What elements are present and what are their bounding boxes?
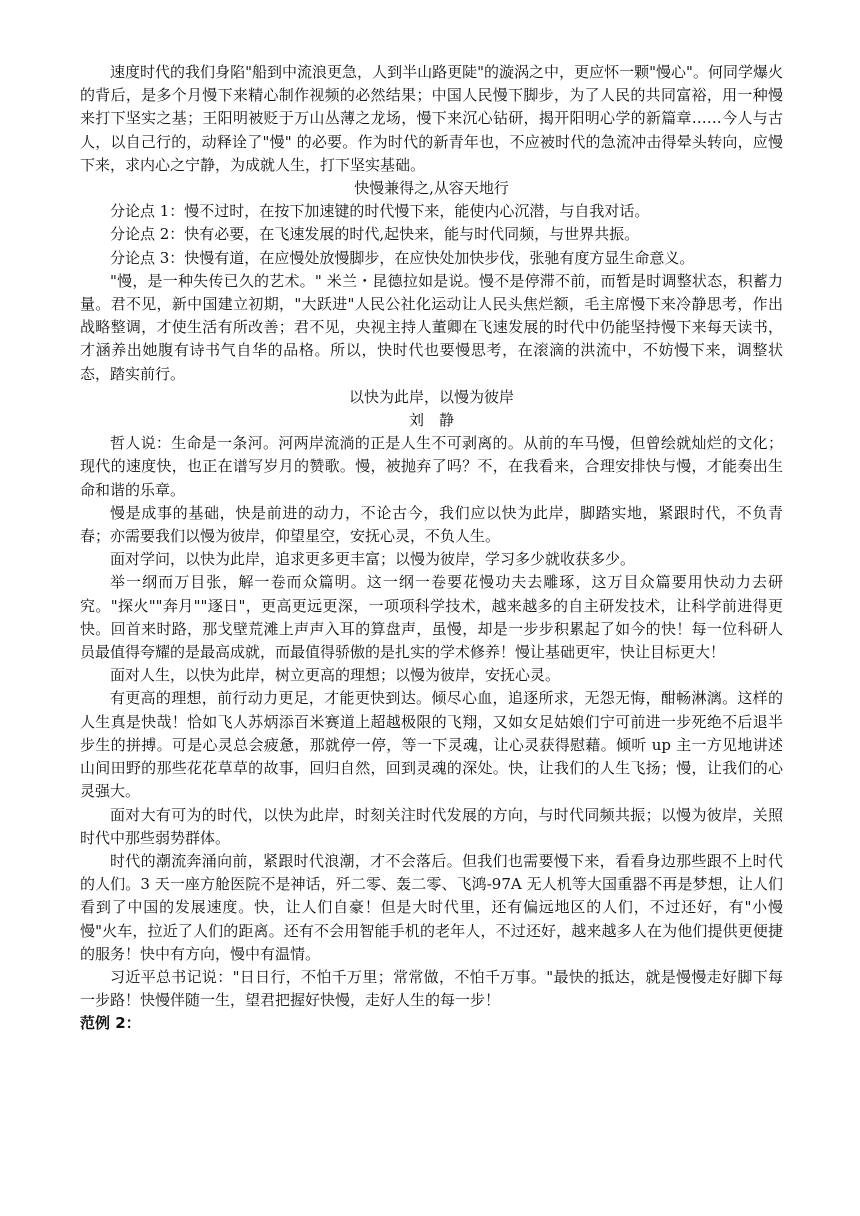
essay2-title: 以快为此岸，以慢为彼岸 [348, 387, 514, 406]
essay1-body: "慢，是一种失传已久的艺术。" 米兰・昆德拉如是说。慢不是停滞不前，而暂是时调整状态，积蓄力量。君不见，新中国建立初期，"大跃进"人民公社化运动让人民头焦烂额，毛主席慢下来冷静思考，作出战略整调，才使生活有所改善；君不见，央视主持人董卿在飞速发展的时代中仍能坚持慢下来每天读书，才涵养出她腹有诗书气自华的品格。所以，快时代也要慢思考，在滚滴的洪流中，不妨慢下来，调整状态，踏实前行。 [80, 271, 783, 383]
essay1-point-2: 分论点 2：快有必要，在飞速发展的时代,起快来，能与时代同频，与世界共振。 [110, 225, 640, 244]
example-label: 范例 2： [80, 1014, 141, 1033]
essay2-paragraph-5: 面对人生，以快为此岸，树立更高的理想；以慢为彼岸，安抚心灵。 [110, 666, 561, 685]
essay2-paragraph-9: 习近平总书记说："日日行，不怕千万里；常常做，不怕千万事。"最快的抵达，就是慢慢走好脚下每一步路！快慢伴随一生，望君把握好快慢，走好人生的每一步！ [80, 967, 783, 1010]
essay1-point-3: 分论点 3：快慢有道，在应慢处放慢脚步，在应快处加快步伐，张驰有度方显生命意义。 [110, 248, 695, 267]
essay2-author: 刘静 [408, 411, 469, 430]
essay2-paragraph-1: 哲人说：生命是一条河。河两岸流淌的正是人生不可剥离的。从前的车马慢，但曾绘就灿烂的文化；现代的速度快，也正在谱写岁月的赞歌。慢，被抛弃了吗？不，在我看来，合理安排快与慢，才能奏出生命和谐的乐章。 [80, 434, 783, 499]
essay2-paragraph-4: 举一纲而万目张，解一卷而众篇明。这一纲一卷要花慢功夫去雕琢，这万目众篇要用快动力去研究。"探火""奔月""逐日"，更高更远更深，一项项科学技术，越来越多的自主研发技术，让科学前进得更快。回首来时路，那戈壁荒滩上声声入耳的算盘声，虽慢，却是一步步积累起了如今的快！每一位科研人员最值得夸耀的是最高成就，而最值得骄傲的是扎实的学术修养！慢让基础更牢，快让目标更大！ [80, 573, 783, 662]
intro-paragraph: 速度时代的我们身陷"船到中流浪更急，人到半山路更陡"的漩涡之中，更应怀一颗"慢心"。何同学爆火的背后，是多个月慢下来精心制作视频的必然结果；中国人民慢下脚步，为了人民的共同富裕，用一种慢来打下坚实之基；王阳明被贬于万山丛薄之龙场，慢下来沉心钻研，揭开阳明心学的新篇章……今人与古人，以自己行的，动释诠了"慢" 的必要。作为时代的新青年也，不应被时代的急流冲击得晕头转向，应慢下来，求内心之宁静，为成就人生，打下坚实基础。 [80, 63, 783, 174]
essay2-paragraph-8: 时代的潮流奔涌向前，紧跟时代浪潮，才不会落后。但我们也需要慢下来，看看身边那些跟不上时代的人们。3 天一座方舱医院不是神话，歼二零、轰二零、飞鸿-97A 无人机等大国重器不再是梦想，让人们看到了中国的发展速度。快，让人们自豪！但是大时代里，还有偏远地区的人们，不过还好，有"小慢慢"火车，拉近了人们的距离。还有不会用智能手机的老年人，不过还好，越来越多人在为他们提供更便捷的服务！快中有方向，慢中有温情。 [80, 851, 783, 963]
essay2-paragraph-6: 有更高的理想，前行动力更足，才能更快到达。倾尽心血，追逐所求，无怨无悔，酣畅淋漓。这样的人生真是快哉！恰如飞人苏炳添百米赛道上超越极限的飞翔，又如女足姑娘们宁可前进一步死绝不后退半步生的拼搏。可是心灵总会疲惫，那就停一停，等一下灵魂，让心灵获得慰藉。倾听 up 主一方见地讲述山间田野的那些花花草草的故事，回归自然，回到灵魂的深处。快，让我们的人生飞扬；慢，让我们的心灵强大。 [80, 689, 783, 801]
document-page [80, 61, 783, 1036]
essay1-title: 快慢兼得之,从容天地行 [354, 179, 509, 198]
essay2-paragraph-3: 面对学问，以快为此岸，追求更多更丰富；以慢为彼岸，学习多少就收获多少。 [110, 550, 636, 569]
essay1-point-1: 分论点 1：慢不过时，在按下加速键的时代慢下来，能使内心沉潜，与自我对话。 [110, 202, 650, 221]
essay2-paragraph-2: 慢是成事的基础，快是前进的动力，不论古今，我们应以快为此岸，脚踏实地，紧跟时代，不负青春；亦需要我们以慢为彼岸，仰望星空，安抚心灵，不负人生。 [80, 503, 783, 546]
essay2-paragraph-7: 面对大有可为的时代，以快为此岸，时刻关注时代发展的方向，与时代同频共振；以慢为彼岸，关照时代中那些弱势群体。 [80, 805, 783, 847]
